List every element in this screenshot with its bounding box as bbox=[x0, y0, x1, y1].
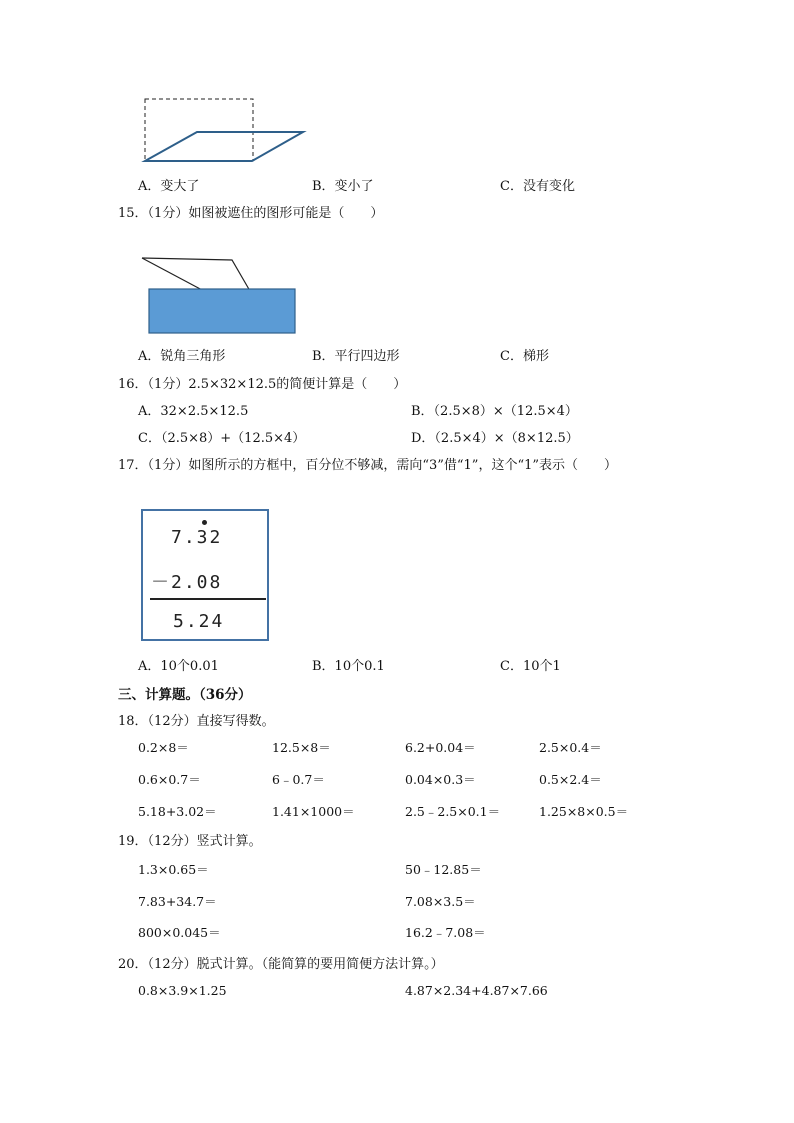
q19-stem: 19．（12分）竖式计算。 bbox=[118, 834, 262, 849]
q18-item: 12.5×8＝ bbox=[272, 740, 331, 755]
q18-item: 1.41×1000＝ bbox=[272, 804, 355, 819]
q15-option-a[interactable]: A．锐角三角形 bbox=[138, 349, 226, 364]
q15-option-c[interactable]: C．梯形 bbox=[500, 349, 549, 364]
blue-cover-rectangle bbox=[149, 289, 295, 333]
q16-option-d[interactable]: D．（2.5×4）×（8×12.5） bbox=[411, 431, 579, 446]
q16-option-a[interactable]: A．32×2.5×12.5 bbox=[138, 404, 249, 419]
q20-item: 4.87×2.34+4.87×7.66 bbox=[405, 983, 548, 998]
sum-line bbox=[150, 598, 266, 600]
q18-item: 5.18+3.02＝ bbox=[138, 804, 217, 819]
q14-figure bbox=[140, 96, 310, 166]
q19-item: 7.83+34.7＝ bbox=[138, 894, 217, 909]
q17-option-a[interactable]: A．10个0.01 bbox=[138, 659, 219, 674]
q15-stem: 15．（1分）如图被遮住的图形可能是（ ） bbox=[118, 206, 384, 221]
q18-item: 1.25×8×0.5＝ bbox=[539, 804, 629, 819]
covered-shape-outline bbox=[142, 258, 250, 291]
q17-option-c[interactable]: C．10个1 bbox=[500, 659, 561, 674]
q14-option-a[interactable]: A．变大了 bbox=[138, 179, 200, 194]
q18-item: 2.5×0.4＝ bbox=[539, 740, 602, 755]
q20-stem: 20．（12分）脱式计算。（能简算的要用简便方法计算。） bbox=[118, 957, 444, 972]
q18-item: 2.5﹣2.5×0.1＝ bbox=[405, 804, 501, 819]
q14-option-c[interactable]: C．没有变化 bbox=[500, 179, 575, 194]
q19-item: 800×0.045＝ bbox=[138, 925, 221, 940]
q18-item: 6﹣0.7＝ bbox=[272, 772, 325, 787]
q19-item: 7.08×3.5＝ bbox=[405, 894, 476, 909]
q19-item: 50﹣12.85＝ bbox=[405, 862, 482, 877]
q19-item: 1.3×0.65＝ bbox=[138, 862, 209, 877]
q18-item: 0.2×8＝ bbox=[138, 740, 189, 755]
difference: 5.24 bbox=[173, 611, 225, 632]
subtrahend: －2.08 bbox=[151, 572, 223, 593]
q14-option-b[interactable]: B．变小了 bbox=[312, 179, 374, 194]
q19-item: 16.2﹣7.08＝ bbox=[405, 925, 486, 940]
q18-item: 0.04×0.3＝ bbox=[405, 772, 476, 787]
section-3-title: 三、计算题。（36分） bbox=[118, 687, 252, 703]
borrow-dot bbox=[202, 520, 207, 525]
q15-figure bbox=[140, 255, 310, 335]
covered-shape-edge bbox=[142, 258, 204, 291]
q16-option-b[interactable]: B．（2.5×8）×（12.5×4） bbox=[411, 404, 578, 419]
q18-item: 6.2+0.04＝ bbox=[405, 740, 476, 755]
q16-option-c[interactable]: C．（2.5×8）+（12.5×4） bbox=[138, 431, 306, 446]
q20-item: 0.8×3.9×1.25 bbox=[138, 983, 227, 998]
q17-stem: 17．（1分）如图所示的方框中，百分位不够减，需向“3”借“1”，这个“1”表示（ ） bbox=[118, 458, 618, 473]
q18-item: 0.5×2.4＝ bbox=[539, 772, 602, 787]
q17-option-b[interactable]: B．10个0.1 bbox=[312, 659, 385, 674]
q18-item: 0.6×0.7＝ bbox=[138, 772, 201, 787]
minuend: 7.32 bbox=[171, 527, 223, 548]
q16-stem: 16．（1分）2.5×32×12.5的简便计算是（ ） bbox=[118, 377, 407, 392]
q15-option-b[interactable]: B．平行四边形 bbox=[312, 349, 400, 364]
q18-stem: 18．（12分）直接写得数。 bbox=[118, 714, 275, 729]
q17-subtraction-figure bbox=[141, 509, 269, 641]
parallelogram-shape bbox=[145, 132, 303, 161]
